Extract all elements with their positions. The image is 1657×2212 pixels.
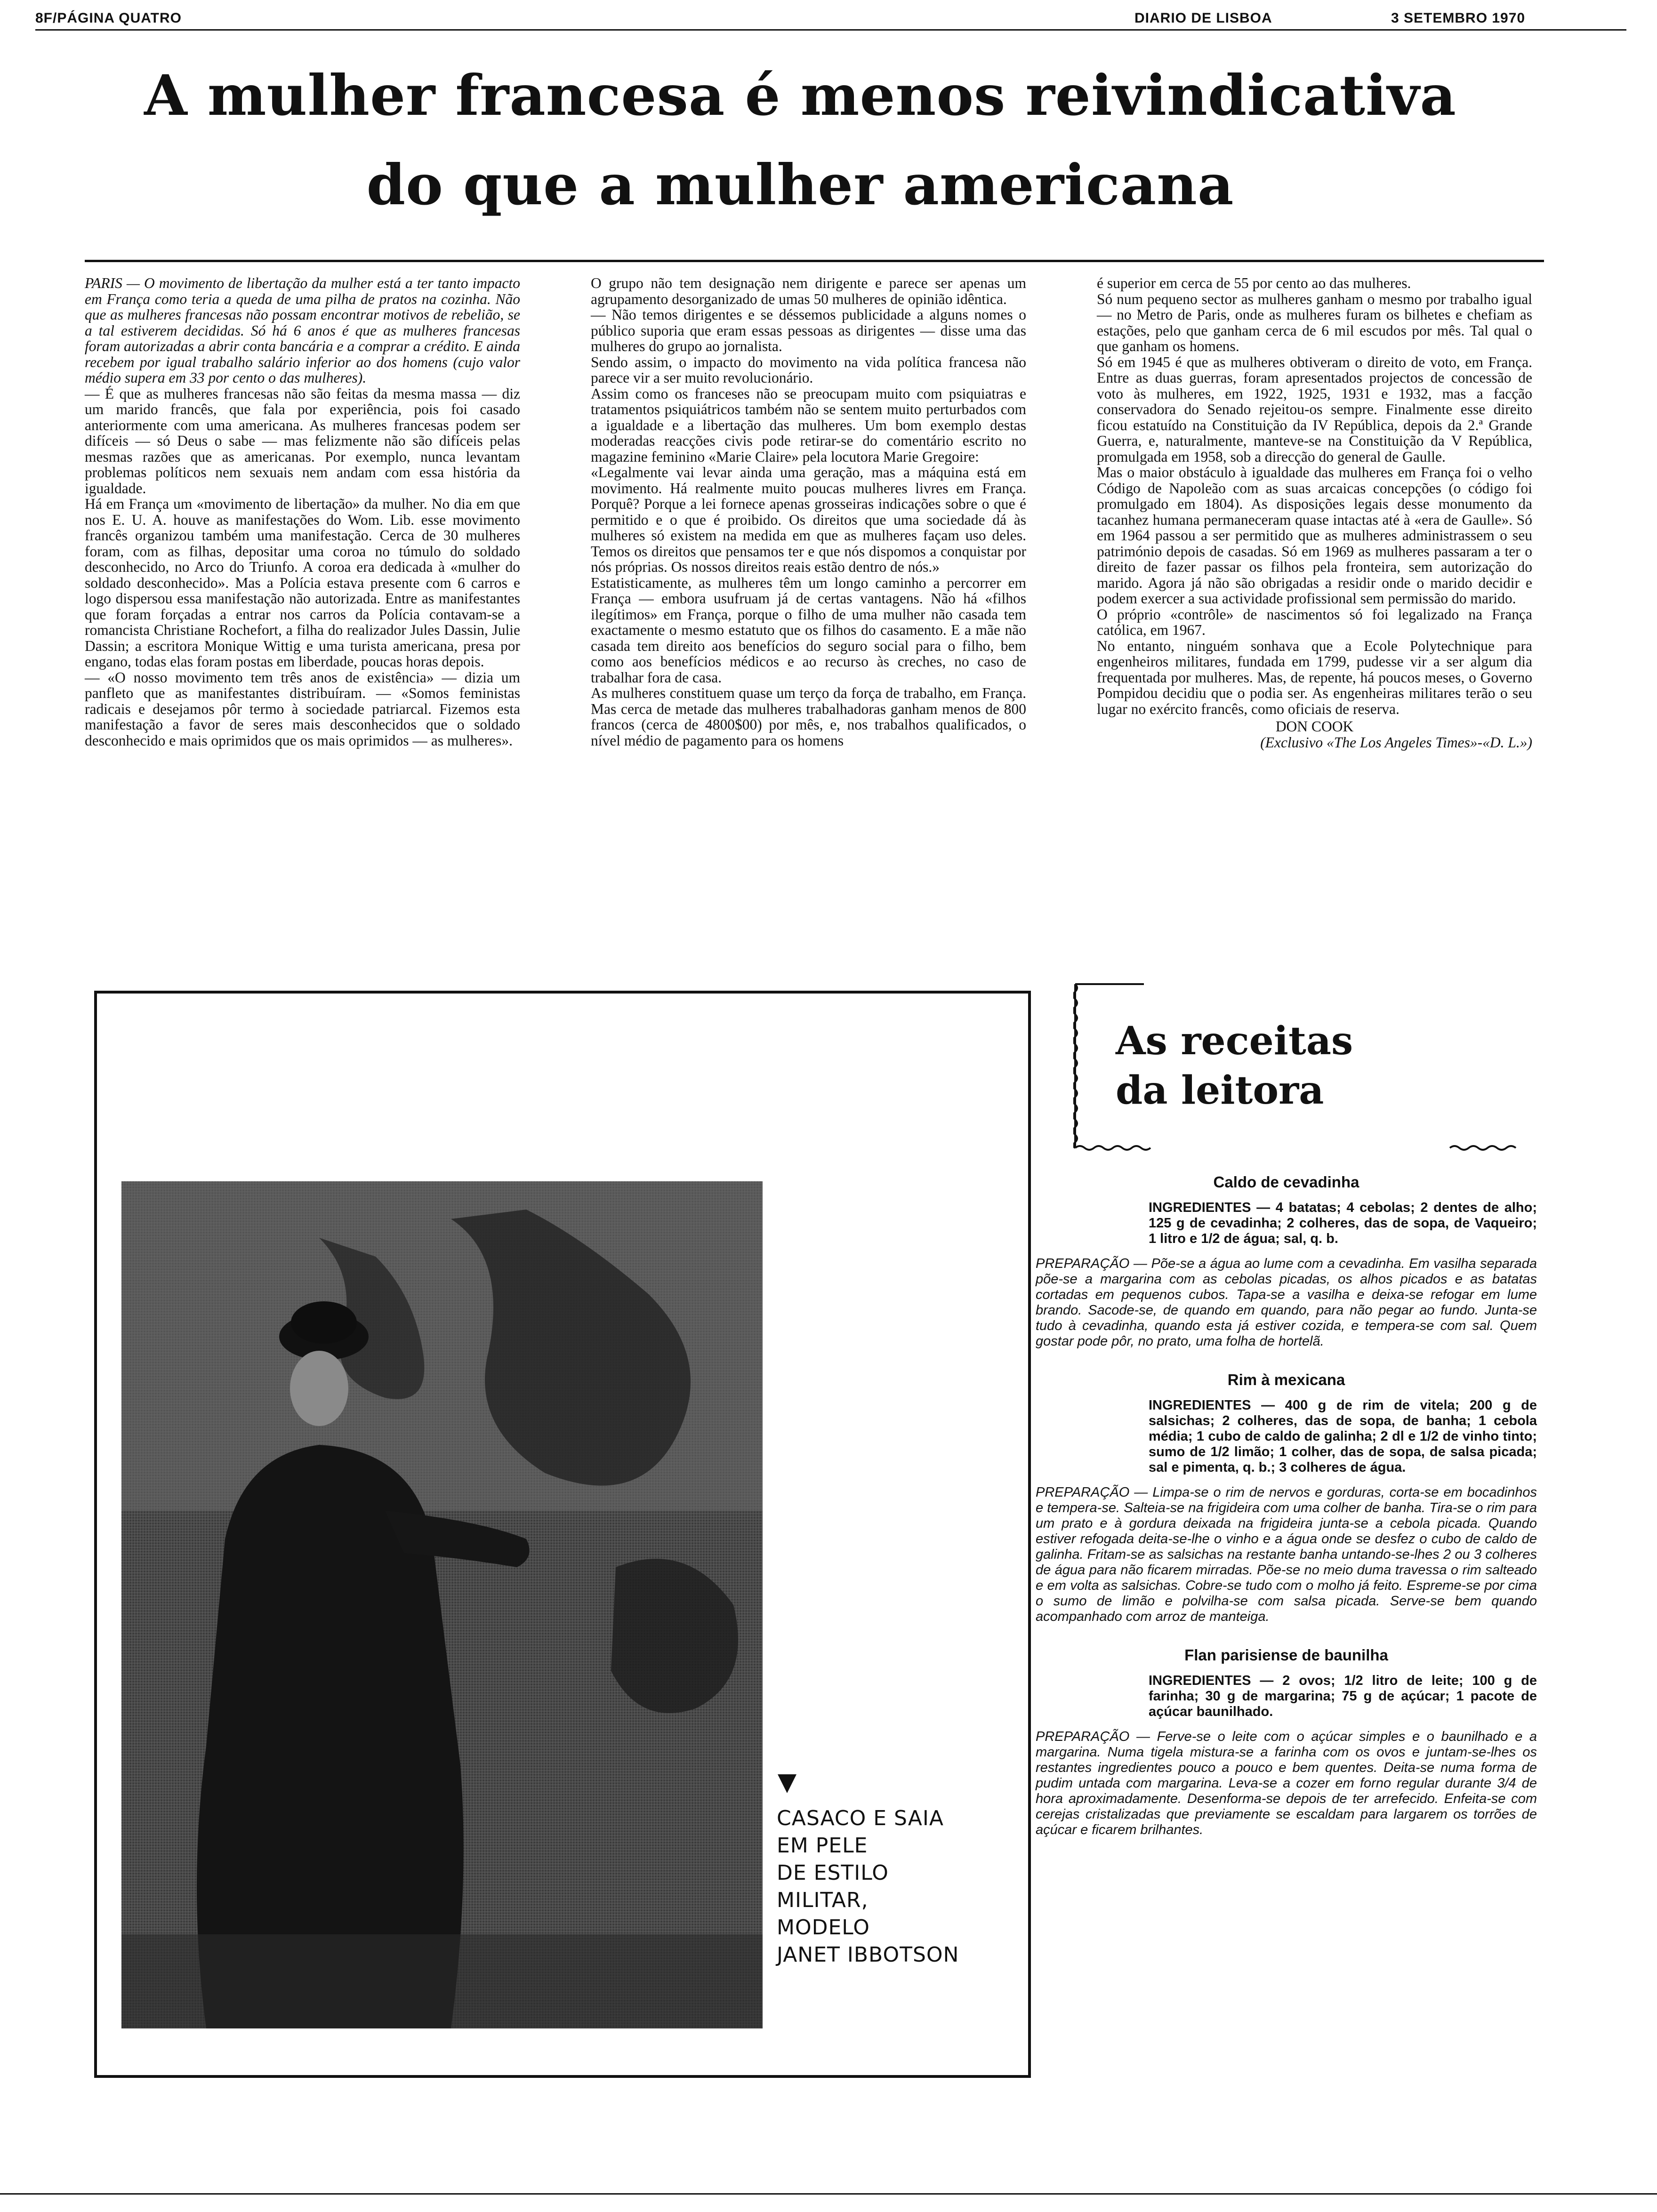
article-paragraph: Assim como os franceses não se preocupam muito com psiquiatras e tratamentos psiquiátricos também não se sentem muito perturbados com a igualdade e a libertação das mulheres. Um bom exemplo destas moderadas reacções civis pode retirar-se do comentário escrito no magazine feminino «Marie Claire» pela locutora Marie Gregoire:	[591, 385, 1026, 465]
paper-name: DIARIO DE LISBOA	[1134, 10, 1272, 26]
caption-line: JANET IBBOTSON	[777, 1943, 959, 1967]
caption-line: CASACO E SAIA	[777, 1806, 944, 1830]
recipes-title-line-2: da leitora	[1116, 1068, 1324, 1113]
article-paragraph: Estatisticamente, as mulheres têm um longo caminho a percorrer em França — embora usufruam já de certas vantagens. Não há «filhos ilegítimos» em França, porque o filho de uma mulher não casada tem exactamente o mesmo estatuto que os filhos do casamento. E a mãe não casada tem direito aos benefícios do seguro social para o filho, bem como aos benefícios médicos e ao recurso às creches, no caso de trabalhar fora de casa.	[591, 574, 1026, 686]
recipe-ingredients: INGREDIENTES — 400 g de rim de vitela; 200 g de salsichas; 2 colheres, das de sopa, de banha; 1 cebola média; 1 cubo de caldo de galinha; 2 dl e 1/2 de vinho tinto; sumo de 1/2 limão; 1 colher, das de sopa, de salsa picada; sal e pimenta, q. b.; 3 colheres de água.	[1149, 1398, 1537, 1475]
recipe-title: Caldo de cevadinha	[1213, 1173, 1359, 1191]
source-credit: (Exclusivo «The Los Angeles Times»-«D. L.»)	[1260, 734, 1532, 751]
article-paragraph: No entanto, ninguém sonhava que a Ecole Polytechnique para engenheiros militares, fundada em 1799, pudesse vir a ser algum dia frequentada por mulheres. Mas, de repente, há poucos meses, o Governo Pompidou decidiu que o podia ser. As engenheiras militares terão o seu lugar no exército francês, como oficiais de reserva.	[1097, 637, 1532, 717]
article-paragraph: Só em 1945 é que as mulheres obtiveram o direito de voto, em França. Entre as duas guerras, foram apresentados projectos de concessão de voto às mulheres, em 1922, 1925, 1931 e 1932, mas a facção conservadora do Senado rejeitou-os sempre. Finalmente esse direito ficou estatuído na Constituição da IV República, depois da 2.ª Grande Guerra, e, naturalmente, manteve-se na Constituição da V República, promulgada em 1958, sob a direcção do general de Gaulle.	[1097, 353, 1532, 465]
recipe-title: Flan parisiense de baunilha	[1184, 1646, 1388, 1664]
article-column-1	[85, 275, 520, 748]
article-column-3	[1097, 275, 1532, 750]
caption-arrow-icon	[778, 1774, 796, 1793]
article-paragraph: «Legalmente vai levar ainda uma geração, mas a máquina está em movimento. Há realmente muito poucas mulheres livres em França. Porquê? Porque a lei fornece apenas grosseiras indicações sobre o que é permitido e o que é proibido. Os direitos que uma sociedade dá às mulheres só existem na medida em que as mulheres façam uso deles. Temos os direitos que pensamos ter e que nós dispomos a conquistar por nós próprias. Os nossos direitos reais estão dentro de nós.»	[591, 464, 1026, 575]
article-paragraph: — Não temos dirigentes e se déssemos publicidade a alguns nomes o público suporia que eram essas pessoas as dirigentes — disse uma das mulheres do grupo ao jornalista.	[591, 306, 1026, 354]
recipe-ingredients: INGREDIENTES — 4 batatas; 4 cebolas; 2 dentes de alho; 125 g de cevadinha; 2 colheres, das de sopa, de Vaqueiro; 1 litro e 1/2 de água; sal, q. b.	[1149, 1200, 1537, 1246]
issue-date: 3 SETEMBRO 1970	[1391, 10, 1526, 26]
recipe-ingredients: INGREDIENTES — 2 ovos; 1/2 litro de leite; 100 g de farinha; 30 g de margarina; 75 g de açúcar; 1 pacote de açúcar baunilhado.	[1149, 1673, 1537, 1719]
bottom-rule	[0, 2193, 1657, 2195]
headline-line-1: A mulher francesa é menos reivindicativa	[144, 63, 1456, 128]
recipe-title: Rim à mexicana	[1227, 1371, 1345, 1388]
article-paragraph: Só num pequeno sector as mulheres ganham o mesmo por trabalho igual — no Metro de Paris, onde as mulheres furam os bilhetes e chefiam as estações, pelo que ganham cerca de 6 mil escudos por mês. Tal qual o que ganham os homens.	[1097, 290, 1532, 354]
caption-line: EM PELE	[777, 1834, 868, 1858]
article-paragraph: As mulheres constituem quase um terço da força de trabalho, em França. Mas cerca de metade das mulheres trabalhadoras ganham menos de 800 francos (cerca de 4800$00) por mês, e, nos trabalhos qualificados, o nível médio de pagamento para os homens	[591, 685, 1026, 749]
article-paragraph: O grupo não tem designação nem dirigente e parece ser apenas um agrupamento desorganizado de umas 50 mulheres de opinião idêntica.	[591, 275, 1026, 307]
page-label: 8F/PÁGINA QUATRO	[35, 10, 182, 26]
article-paragraph: — «O nosso movimento tem três anos de existência» — dizia um panfleto que as manifestantes distribuíram. — «Somos feministas radicais e desejamos pôr termo à sociedade patriarcal. Fizemos esta manifestação a favor de seres mais desconhecidos que o soldado desconhecido e mais oprimidos que os mais oprimidos — as mulheres».	[85, 669, 520, 749]
fashion-photo	[121, 1181, 763, 2028]
headline-rule	[85, 260, 1544, 262]
article-paragraph: Sendo assim, o impacto do movimento na vida política francesa não parece vir a ser muito revolucionário.	[591, 353, 1026, 386]
recipe-preparation: PREPARAÇÃO — Limpa-se o rim de nervos e gorduras, corta-se em bocadinhos e tempera-se. Salteia-se na frigideira com uma colher de banha. Tira-se o rim para um prato e à gordura deixada na frigideira junta-se a cebola picada. Quando estiver refogada deita-se-lhe o vinho e a água onde se desfez o cubo de caldo de galinha. Fritam-se as salsichas na restante banha untando-se-lhes 2 ou 3 colheres de água para não ficarem mirradas. Põe-se no meio duma travessa o rim salteado e em volta as salsichas. Cobre-se tudo com o molho já feito. Espreme-se por cima o sumo de limão e polvilha-se com salsa picada. Serve-se bem quando acompanhado com arroz de manteiga.	[1036, 1485, 1537, 1624]
recipe-preparation: PREPARAÇÃO — Ferve-se o leite com o açúcar simples e o baunilhado e a margarina. Numa tigela mistura-se a farinha com os ovos e juntam-se-lhes os restantes ingredientes pouco a pouco e bem quentes. Deita-se numa forma de pudim untada com margarina. Leva-se a cozer em forno regular durante 3/4 de hora aproximadamente. Desenforma-se depois de ter arrefecido. Enfeita-se com cerejas cristalizadas que previamente se escaldam para largarem os torrões de açúcar e ficarem brilhantes.	[1036, 1729, 1537, 1837]
article-column-2	[591, 275, 1026, 748]
article-paragraph: O próprio «contrôle» de nascimentos só foi legalizado na França católica, em 1967.	[1097, 606, 1532, 638]
recipe-preparation: PREPARAÇÃO — Põe-se a água ao lume com a cevadinha. Em vasilha separada põe-se a margarina com as cebolas picadas, os alhos picados e as batatas cortadas em pequenos cubos. Tapa-se a vasilha e deixa-se refogar em lume brando. Sacode-se, de quando em quando, para não pegar ao fundo. Junta-se tudo à cevadinha, quando esta já estiver cozida, e tempera-se com sal. Quem gostar pode pôr, no prato, uma folha de hortelã.	[1036, 1256, 1537, 1349]
caption-line: DE ESTILO	[777, 1861, 889, 1885]
headline-line-2: do que a mulher americana	[366, 152, 1234, 217]
photo-caption	[777, 1805, 1003, 1969]
recipes-title-line-1: As receitas	[1116, 1018, 1353, 1064]
caption-line: MODELO	[777, 1915, 870, 1940]
top-rule	[35, 29, 1626, 31]
caption-line: MILITAR,	[777, 1888, 869, 1912]
recipe-list	[1036, 1174, 1537, 1838]
article-paragraph: é superior em cerca de 55 por cento ao das mulheres.	[1097, 275, 1411, 291]
article-paragraph: PARIS — O movimento de libertação da mulher está a ter tanto impacto em França como teria a queda de uma pilha de pratos na cozinha. Não que as mulheres francesas não possam encontrar motivos de rebelião, se a tal estiverem decididas. Só há 6 anos é que as mulheres francesas foram autorizadas a abrir conta bancária e a comprar a crédito. E ainda recebem por igual trabalho salário inferior ao dos homens (cujo valor médio supera em 33 por cento o das mulheres).	[85, 275, 520, 386]
recipes-section-title	[1116, 1017, 1353, 1115]
article-paragraph: Há em França um «movimento de libertação» da mulher. No dia em que nos E. U. A. houve as manifestações do Wom. Lib. esse movimento francês organizou também uma manifestação. Cerca de 30 mulheres foram, com as filhas, depositar uma coroa no túmulo do soldado desconhecido, no Arco do Triunfo. A coroa era dedicada à «mulher do soldado desconhecido». Mas a Polícia estava presente com 6 carros e logo dispersou essa manifestação não autorizada. Entre as manifestantes que foram forçadas a entrar nos carros da Polícia contavam-se a romancista Christiane Rochefort, a filha do realizador Jules Dassin, Julie Dassin; a escritora Monique Wittig e uma turista americana, presa por engano, todas elas foram postas em liberdade, poucas horas depois.	[85, 496, 520, 670]
author-byline: DON COOK	[1275, 718, 1354, 735]
article-paragraph: Mas o maior obstáculo à igualdade das mulheres em França foi o velho Código de Napoleão com as suas arcaicas concepções (o código foi promulgado em 1804). As disposições legais desse monumento da tacanhez humana permaneceram quase intactas até à «era de Gaulle». Só em 1964 passou a ser permitido que as mulheres administrassem o seu património depois de casadas. Só em 1969 as mulheres passaram a ter o direito de fazer passar os filhos pela fronteira, sem autorização do marido. Agora já não são obrigadas a residir onde o marido decidir e podem exercer a sua actividade profissional sem permissão do marido.	[1097, 464, 1532, 607]
article-paragraph: — É que as mulheres francesas não são feitas da mesma massa — diz um marido francês, que fala por experiência, pois foi casado anteriormente com uma americana. As mulheres francesas podem ser difíceis — só Deus o sabe — mas felizmente não são difíceis pelas mesmas razões que as americanas. Por exemplo, nunca levantam problemas políticos nem sexuais nem andam com essa história da igualdade.	[85, 385, 520, 497]
